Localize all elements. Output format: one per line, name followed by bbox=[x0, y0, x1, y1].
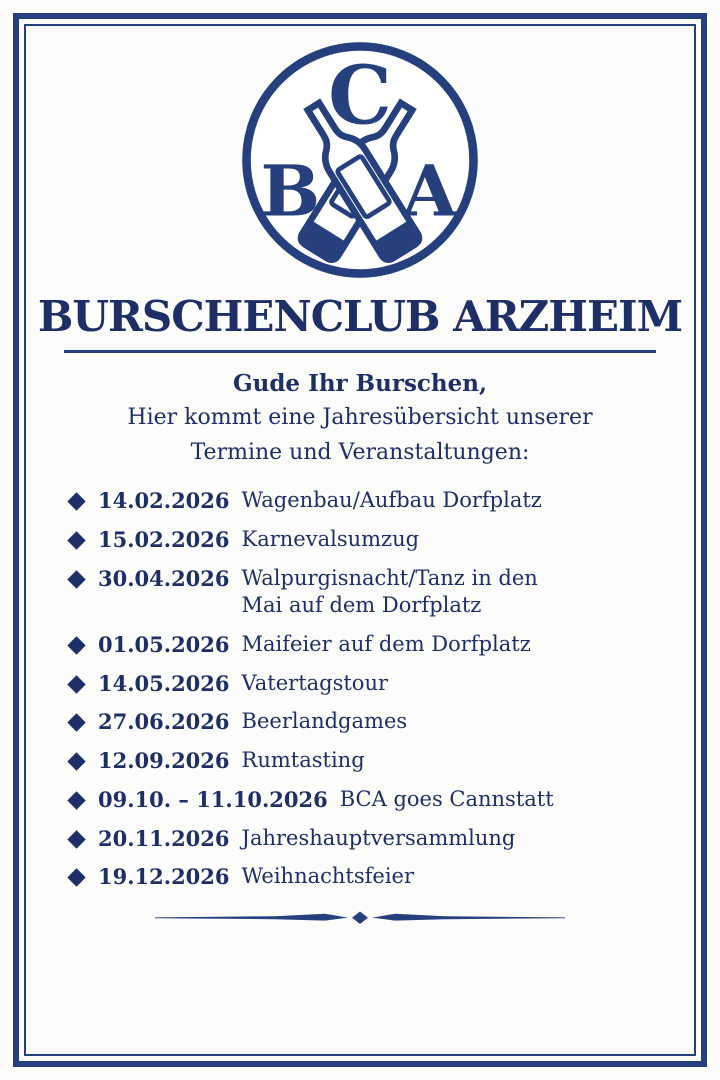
diamond-bullet-icon bbox=[67, 869, 85, 887]
title-divider bbox=[64, 350, 656, 353]
event-description: Jahreshauptversammlung bbox=[241, 825, 516, 850]
event-row bbox=[70, 825, 694, 853]
intro-line-1: Hier kommt eine Jahresübersicht unserer bbox=[127, 405, 593, 430]
diamond-bullet-icon bbox=[67, 791, 85, 809]
event-date: 01.05.2026 bbox=[98, 631, 230, 657]
crest-letter-a: A bbox=[402, 149, 458, 233]
event-date: 12.09.2026 bbox=[98, 748, 230, 774]
club-title: BURSCHENCLUB ARZHEIM bbox=[37, 292, 683, 341]
event-row bbox=[70, 631, 694, 659]
event-description: Beerlandgames bbox=[241, 709, 408, 734]
crest-letter-b: B bbox=[260, 149, 321, 233]
event-description: Rumtasting bbox=[241, 748, 365, 773]
event-date: 30.04.2026 bbox=[98, 565, 230, 591]
bottom-ornament bbox=[155, 907, 565, 929]
poster-content bbox=[26, 26, 694, 1054]
crest-letter-c: C bbox=[328, 48, 392, 143]
event-date: 14.02.2026 bbox=[98, 488, 230, 514]
event-date: 27.06.2026 bbox=[98, 709, 230, 735]
event-row bbox=[70, 747, 694, 775]
intro-line-2: Termine und Veranstaltungen: bbox=[190, 440, 530, 466]
event-description: Wagenbau/Aufbau Dorfplatz bbox=[241, 488, 542, 513]
event-description: Karnevalsumzug bbox=[241, 526, 420, 551]
greeting-line: Gude Ihr Burschen, bbox=[232, 370, 487, 397]
event-date: 20.11.2026 bbox=[98, 825, 230, 851]
event-date: 19.12.2026 bbox=[98, 864, 230, 890]
event-row bbox=[70, 670, 694, 698]
event-date: 15.02.2026 bbox=[98, 526, 230, 552]
diamond-bullet-icon bbox=[67, 531, 85, 549]
event-row bbox=[70, 786, 694, 814]
event-row bbox=[70, 487, 694, 515]
event-row bbox=[70, 863, 694, 891]
diamond-bullet-icon bbox=[67, 492, 85, 510]
event-row bbox=[70, 708, 694, 736]
event-date: 09.10. – 11.10.2026 bbox=[98, 786, 328, 812]
event-description: Maifeier auf dem Dorfplatz bbox=[241, 631, 531, 656]
diamond-bullet-icon bbox=[67, 714, 85, 732]
diamond-bullet-icon bbox=[67, 830, 85, 848]
event-row bbox=[70, 565, 694, 620]
event-date: 14.05.2026 bbox=[98, 670, 230, 696]
event-list bbox=[26, 487, 694, 891]
event-row bbox=[70, 526, 694, 554]
event-description: Vatertagstour bbox=[241, 670, 389, 695]
divider-flourish-icon bbox=[155, 907, 565, 929]
diamond-bullet-icon bbox=[67, 752, 85, 770]
event-description: Weihnachtsfeier bbox=[241, 864, 415, 889]
bca-crest-icon bbox=[236, 36, 484, 284]
event-description: BCA goes Cannstatt bbox=[339, 786, 554, 811]
event-description: Walpurgisnacht/Tanz in den Mai auf dem Dorfplatz bbox=[241, 565, 538, 618]
diamond-bullet-icon bbox=[67, 636, 85, 654]
diamond-bullet-icon bbox=[67, 675, 85, 693]
club-crest-logo bbox=[236, 36, 484, 284]
diamond-bullet-icon bbox=[67, 570, 85, 588]
